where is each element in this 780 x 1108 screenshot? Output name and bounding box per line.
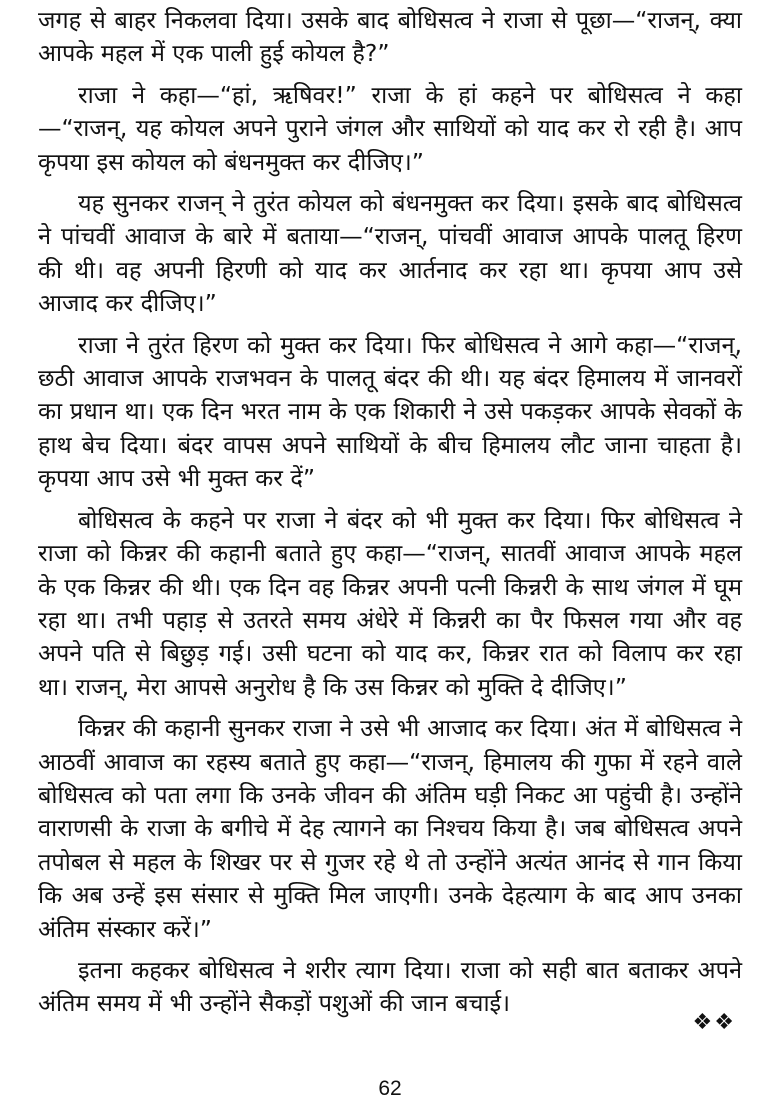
paragraph-2: राजा ने कहा—“हां, ऋषिवर!” राजा के हां कहने पर बोधिसत्व ने कहा—“राजन्, यह कोयल अपने पुराने जंगल और साथियों को याद कर रो रही है। आप कृपया इस कोयल को बंधनमुक्त कर दीजिए।” bbox=[38, 80, 742, 176]
page-number: 62 bbox=[378, 1077, 402, 1100]
paragraph-6: किन्नर की कहानी सुनकर राजा ने उसे भी आजाद कर दिया। अंत में बोधिसत्व ने आठवीं आवाज का रहस्य बताते हुए कहा—“राजन्, हिमालय की गुफा में रहने वाले बोधिसत्व को पता लगा कि उनके जीवन की अंतिम घड़ी निकट आ पहुंची है। उन्होंने वाराणसी के राजा के बगीचे में देह त्यागने का निश्चय किया है। जब बोधिसत्व अपने तपोबल से महल के शिखर पर से गुजर रहे थे तो उन्होंने अत्यंत आनंद से गान किया कि अब उन्हें इस संसार से मुक्ति मिल जाएगी। उनके देहत्याग के बाद आप उनका अंतिम संस्कार करें।” bbox=[38, 714, 742, 943]
paragraph-4: राजा ने तुरंत हिरण को मुक्त कर दिया। फिर बोधिसत्व ने आगे कहा—“राजन्, छठी आवाज आपके राजभवन के पालतू बंदर की थी। यह बंदर हिमालय में जानवरों का प्रधान था। एक दिन भरत नाम के एक शिकारी ने उसे पकड़कर आपके सेवकों के हाथ बेच दिया। बंदर वापस अपने साथियों के बीच हिमालय लौट जाना चाहता है। कृपया आप उसे भी मुक्त कर दें” bbox=[38, 330, 742, 493]
paragraph-7: इतना कहकर बोधिसत्व ने शरीर त्याग दिया। राजा को सही बात बताकर अपने अंतिम समय में भी उन्होंने सैकड़ों पशुओं की जान बचाई। bbox=[38, 955, 742, 1018]
end-ornament-icon: ❖❖ bbox=[692, 1009, 736, 1034]
paragraph-1: जगह से बाहर निकलवा दिया। उसके बाद बोधिसत्व ने राजा से पूछा—“राजन्, क्या आपके महल में एक पाली हुई कोयल है?” bbox=[38, 6, 742, 68]
paragraph-3: यह सुनकर राजन् ने तुरंत कोयल को बंधनमुक्त कर दिया। इसके बाद बोधिसत्व ने पांचवीं आवाज के बारे में बताया—“राजन्, पांचवीं आवाज आपके पालतू हिरण की थी। वह अपनी हिरणी को याद कर आर्तनाद कर रहा था। कृपया आप उसे आजाद कर दीजिए।” bbox=[38, 189, 742, 318]
paragraph-5: बोधिसत्व के कहने पर राजा ने बंदर को भी मुक्त कर दिया। फिर बोधिसत्व ने राजा को किन्नर की कहानी बताते हुए कहा—“राजन्, सातवीं आवाज आपके महल के एक किन्नर की थी। एक दिन वह किन्नर अपनी पत्नी किन्नरी के साथ जंगल में घूम रहा था। तभी पहाड़ से उतरते समय अंधेरे में किन्नरी का पैर फिसल गया और वह अपने पति से बिछुड़ गई। उसी घटना को याद कर, किन्नर रात को विलाप कर रहा था। राजन्, मेरा आपसे अनुरोध है कि उस किन्नर को मुक्ति दे दीजिए।” bbox=[38, 505, 742, 701]
